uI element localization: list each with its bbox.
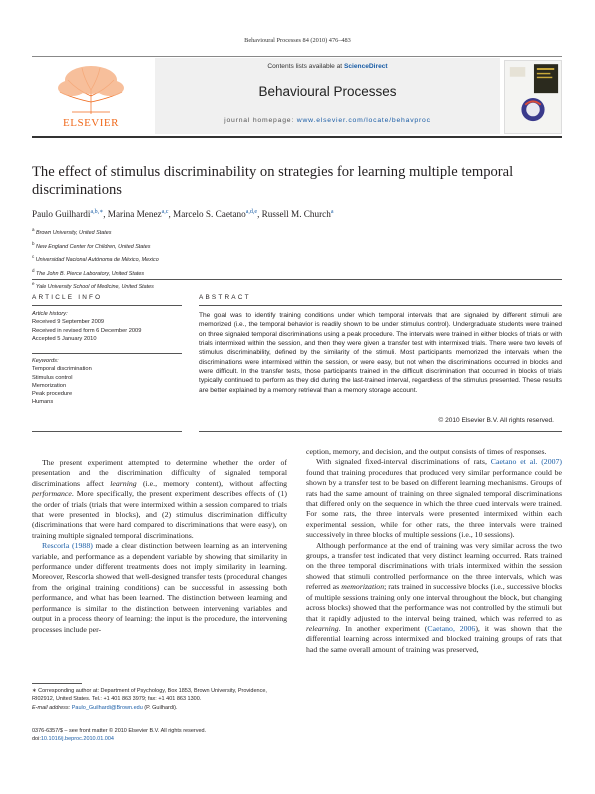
sciencedirect-link[interactable]: ScienceDirect	[343, 63, 388, 70]
text-run: (i.e., memory content), without affecting	[136, 478, 288, 488]
article-history	[32, 310, 182, 343]
homepage-prefix: journal homepage:	[224, 117, 297, 124]
contents-prefix: Contents lists available at	[267, 63, 344, 70]
affiliation	[32, 252, 332, 266]
keywords-label: Keywords:	[32, 358, 59, 364]
author-affiliation-marker[interactable]: a,c	[161, 209, 169, 215]
body-paragraph	[32, 541, 287, 635]
affiliation-rule	[32, 279, 562, 280]
footnote-rule	[32, 683, 82, 684]
header-top-rule	[32, 56, 562, 57]
affiliation	[32, 279, 332, 293]
author	[173, 209, 262, 219]
citation-link[interactable]: Caetano, 2006	[427, 623, 476, 633]
abstract-end-rule	[199, 431, 562, 432]
corresponding-author-footnote	[32, 687, 287, 712]
affiliation-marker: e	[32, 281, 35, 286]
emphasis: relearning	[306, 623, 339, 633]
affiliation-text: Brown University, United States	[36, 229, 112, 236]
abstract-text: The goal was to identify training conditions under which temporal intervals that are signaled by different stimuli are memorized (i.e., the temporal behavior is readily shown to be under stimulus control). Undergraduate students were trained on three signaled temporal discriminations using a peak procedure. The intervals were trained in either blocks of trials or with trials intermixed within the session, and then they were given a transfer test with intermixed trials. There were two levels of stimulus discriminability, defined by the similarity of the stimuli. Most participants memorized the intervals when the discriminations were intermixed within the session, or were easy, but not when the discriminations occurred in blocks and were difficult. In the transfer tests, those participants trained in the difficult discrimination that occurred in blocks of trials typically continued to perform as they did during the last-trained interval, regardless of the stimulus presented. These results are better explained by a memory retrieval than a memory storage account.	[199, 312, 562, 394]
citation-link[interactable]: Rescorla (1988)	[42, 541, 93, 551]
body-column-left	[32, 458, 287, 635]
doi-label: doi:	[32, 736, 41, 743]
affiliation-text: Universidad Nacional Autónoma de México, Mexico	[35, 256, 159, 263]
history-label: Article history:	[32, 311, 68, 317]
author-separator: ,	[168, 209, 174, 220]
keyword: Peak procedure	[32, 391, 73, 398]
footnote-text: ∗ Corresponding author at: Department of Psychology, Box 1853, Brown University, Providence, RI02912, United States. Tel.: +1 401 863 3979; fax: +1 401 863 1300.	[32, 688, 267, 703]
affiliation	[32, 225, 332, 239]
email-owner: (P. Guilhardi).	[142, 704, 178, 711]
author-affiliation-marker[interactable]: a,d,e	[245, 209, 258, 215]
affiliation	[32, 239, 332, 253]
journal-reference: Behavioural Processes 84 (2010) 476–483	[244, 37, 351, 44]
received-date: Received 9 September 2009	[32, 319, 105, 326]
issn-line: 0376-6357/$ – see front matter © 2010 Elsevier B.V. All rights reserved.	[32, 728, 207, 734]
body-paragraph	[306, 541, 562, 655]
affiliation-text: The John B. Pierce Laboratory, United States	[36, 270, 145, 277]
emphasis: learning	[110, 478, 137, 488]
author-list	[32, 208, 562, 219]
affiliation-marker: b	[32, 240, 35, 246]
affiliation-marker: c	[32, 254, 35, 259]
emphasis: performance	[32, 489, 72, 499]
keyword: Stimulus control	[32, 374, 73, 381]
affiliation-text: New England Center for Children, United States	[36, 243, 151, 250]
affiliation-marker: d	[32, 267, 35, 273]
accepted-date: Accepted 5 January 2010	[32, 335, 97, 342]
author-name: Russell M. Church	[261, 209, 331, 220]
body-column-right	[306, 447, 562, 655]
affiliation-list	[32, 225, 332, 293]
text-run: ; rats trained in successive blocks (i.e., successive blocks of multiple sessions training only one interval throughout the block, but changing across blocks) showed that the performance was not controlled by the stimuli but that it rapidly adjusted to the interval being trained, which was referred to as	[306, 582, 562, 623]
contents-line	[155, 63, 500, 70]
body-paragraph: ception, memory, and decision, and the output consists of times of responses.	[306, 447, 547, 456]
email-label: E-mail address:	[32, 704, 72, 711]
doi-line	[32, 735, 287, 743]
keywords-block	[32, 357, 182, 407]
citation-link[interactable]: Caetano et al. (2007)	[490, 457, 562, 467]
keywords-rule	[32, 353, 182, 354]
author-name: Marcelo S. Caetano	[173, 209, 246, 220]
abstract-rule	[199, 305, 562, 306]
body-paragraph	[32, 458, 287, 541]
journal-cover-image	[504, 60, 562, 134]
author-affiliation-marker[interactable]: a,b,∗	[90, 209, 104, 215]
issn-doi-block	[32, 727, 287, 744]
body-paragraph	[306, 457, 562, 540]
revised-date: Received in revised form 6 December 2009	[32, 327, 142, 334]
header-bottom-rule	[32, 136, 562, 138]
footnote-email-line	[32, 704, 287, 712]
author-name: Marina Menez	[107, 209, 162, 220]
author-name: Paulo Guilhardi	[32, 209, 91, 220]
author	[32, 209, 108, 219]
author-separator: ,	[257, 209, 262, 220]
keyword: Memorization	[32, 382, 67, 389]
doi-link[interactable]: 10.1016/j.beproc.2010.01.004	[40, 736, 114, 743]
keyword: Temporal discrimination	[32, 366, 92, 373]
text-run: . More specifically, the present experiment describes effects of (1) the order of trials (trials that were intermixed within a session compared to trials that were presented in blocks), and (2) stimulus discrimination difficulty (discriminations that were hard compared to discriminations that were easy), on training multiple signaled temporal discriminations.	[32, 489, 287, 540]
author	[108, 209, 173, 219]
text-run: ), it was shown that the differential learning across intermixed and blocked training groups of rats that had the same overall amount of training was preserved,	[306, 623, 562, 654]
email-link[interactable]: Paulo_Guilhardi@Brown.edu	[71, 704, 143, 711]
text-run: found that training procedures that produced very similar performance could be shown by a transfer test to be based on different learning mechanisms. Groups of rats had the same amount of training on three signaled temporal discriminations that differed only on the sequence in which the three cued intervals were trained. For some rats, the three intervals were presented intermixed within each experimental session, while for other rats, the three intervals were trained successively in three blocks of multiple sessions (i.e., 10 sessions).	[306, 467, 562, 540]
text-run: The present experiment attempted to determine whether the order of presentation and the discrimination difficulty of signaled temporal discriminations affect	[32, 458, 287, 488]
emphasis: memorization	[341, 582, 385, 592]
author-separator: ,	[103, 209, 108, 220]
author	[262, 209, 334, 219]
abstract-heading: ABSTRACT	[199, 294, 251, 301]
affiliation-text: Yale University School of Medicine, United States	[35, 283, 154, 290]
article-info-heading: ARTICLE INFO	[32, 294, 103, 301]
article-title: The effect of stimulus discriminability on strategies for learning multiple temporal discriminations	[32, 164, 514, 198]
homepage-link[interactable]: www.elsevier.com/locate/behavproc	[296, 117, 431, 124]
keyword: Humans	[32, 399, 54, 406]
affiliation	[32, 266, 332, 280]
info-end-rule	[32, 431, 182, 432]
elsevier-wordmark: ELSEVIER	[63, 117, 119, 129]
article-info-rule	[32, 305, 182, 306]
text-run: Although performance at the end of training was very similar across the two groups, a transfer test indicated that very distinct learning occurred. Rats trained on the three temporal discriminations with trials intermixed within the session showed that stimuli controlled performance on the three intervals, which was referred as	[306, 540, 562, 592]
author-affiliation-marker[interactable]: a	[330, 209, 334, 215]
affiliation-marker: a	[32, 227, 35, 232]
journal-name: Behavioural Processes	[258, 84, 397, 99]
text-run: made a clear distinction between learning as an intervening variable, and performance as a dependent variable by showing that similarity in performance under different treatments does not imply similarity in learning. Moreover, Rescorla showed that well-designed transfer tests (procedural changes from the original training conditions) can be successful in assessing both performance, and what has been learned. The distinction between learning and performance is similar to the distinction between intervening variables and output in a process theory of learning: the input is the procedure, the intervening processes include per-	[32, 541, 287, 634]
text-run: . In another experiment (	[338, 623, 428, 633]
abstract-copyright: © 2010 Elsevier B.V. All rights reserved.	[438, 417, 554, 424]
journal-homepage	[155, 117, 500, 124]
text-run: With signaled fixed-interval discriminations of rats,	[316, 457, 491, 467]
